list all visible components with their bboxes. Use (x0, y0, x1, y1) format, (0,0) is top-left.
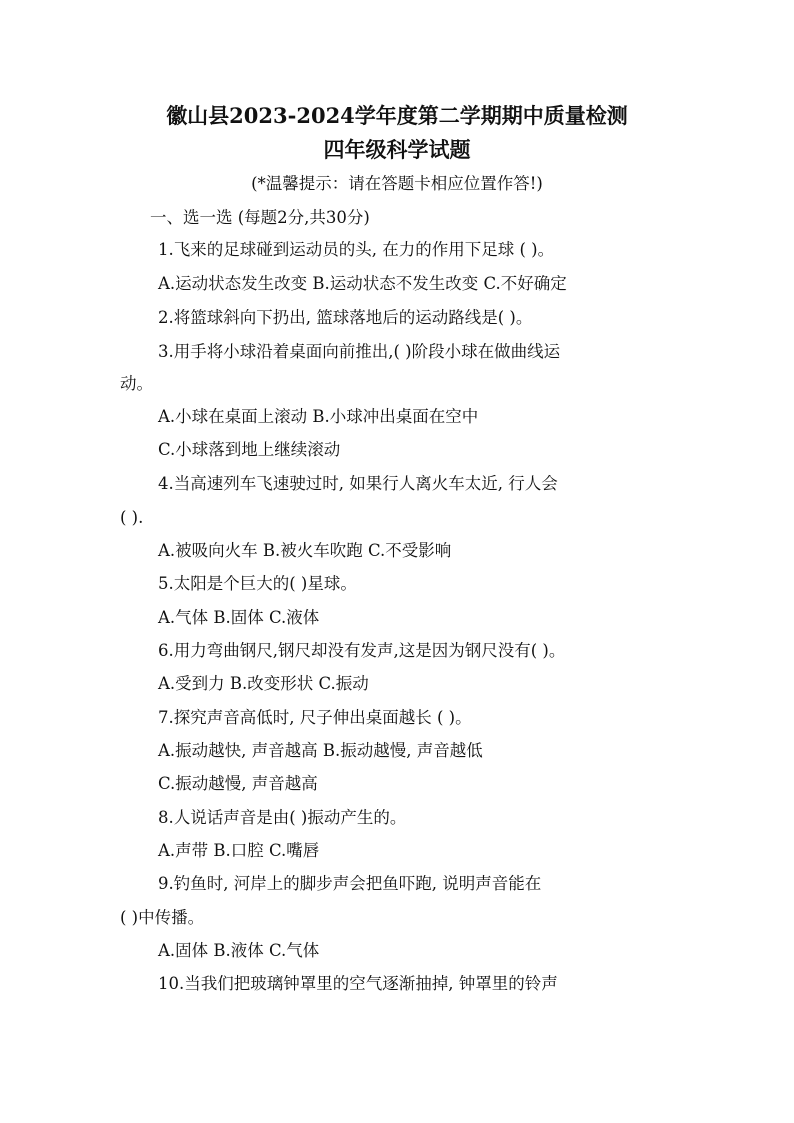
question-8-options: A.声带 B.口腔 C.嘴唇 (158, 841, 320, 860)
question-9: 9.钓鱼时, 河岸上的脚步声会把鱼吓跑, 说明声音能在 (158, 874, 542, 893)
question-2: 2.将篮球斜向下扔出, 篮球落地后的运动路线是( )。 (158, 308, 533, 327)
exam-subtitle: 四年级科学试题 (323, 137, 471, 162)
question-1-options: A.运动状态发生改变 B.运动状态不发生改变 C.不好确定 (158, 274, 567, 293)
exam-title: 徽山县2023-2024学年度第二学期期中质量检测 (166, 103, 628, 128)
question-4-continued: ( ). (120, 508, 144, 527)
question-3: 3.用手将小球沿着桌面向前推出,( )阶段小球在做曲线运 (158, 342, 561, 361)
answer-tip: (*温馨提示：请在答题卡相应位置作答!) (251, 174, 543, 193)
question-10: 10.当我们把玻璃钟罩里的空气逐渐抽掉, 钟罩里的铃声 (158, 974, 558, 993)
question-8: 8.人说话声音是由( )振动产生的。 (158, 808, 407, 827)
question-3-options-a-b: A.小球在桌面上滚动 B.小球冲出桌面在空中 (158, 407, 479, 426)
question-4: 4.当高速列车飞速驶过时, 如果行人离火车太近, 行人会 (158, 474, 558, 493)
question-4-options: A.被吸向火车 B.被火车吹跑 C.不受影响 (158, 541, 452, 560)
question-3-continued: 动。 (120, 374, 153, 393)
question-6-options: A.受到力 B.改变形状 C.振动 (158, 674, 369, 693)
question-9-options: A.固体 B.液体 C.气体 (158, 941, 320, 960)
question-9-continued: ( )中传播。 (120, 908, 205, 927)
question-5-options: A.气体 B.固体 C.液体 (158, 608, 320, 627)
question-1: 1.飞来的足球碰到运动员的头, 在力的作用下足球 ( )。 (158, 240, 555, 259)
question-5: 5.太阳是个巨大的( )星球。 (158, 574, 357, 593)
section-heading: 一、选一选 (每题2分,共30分) (150, 208, 370, 227)
question-7: 7.探究声音高低时, 尺子伸出桌面越长 ( )。 (158, 708, 472, 727)
question-3-option-c: C.小球落到地上继续滚动 (158, 440, 341, 459)
question-6: 6.用力弯曲钢尺,钢尺却没有发声,这是因为钢尺没有( )。 (158, 641, 566, 660)
question-7-option-c: C.振动越慢, 声音越高 (158, 774, 318, 793)
question-7-options-a-b: A.振动越快, 声音越高 B.振动越慢, 声音越低 (158, 741, 483, 760)
